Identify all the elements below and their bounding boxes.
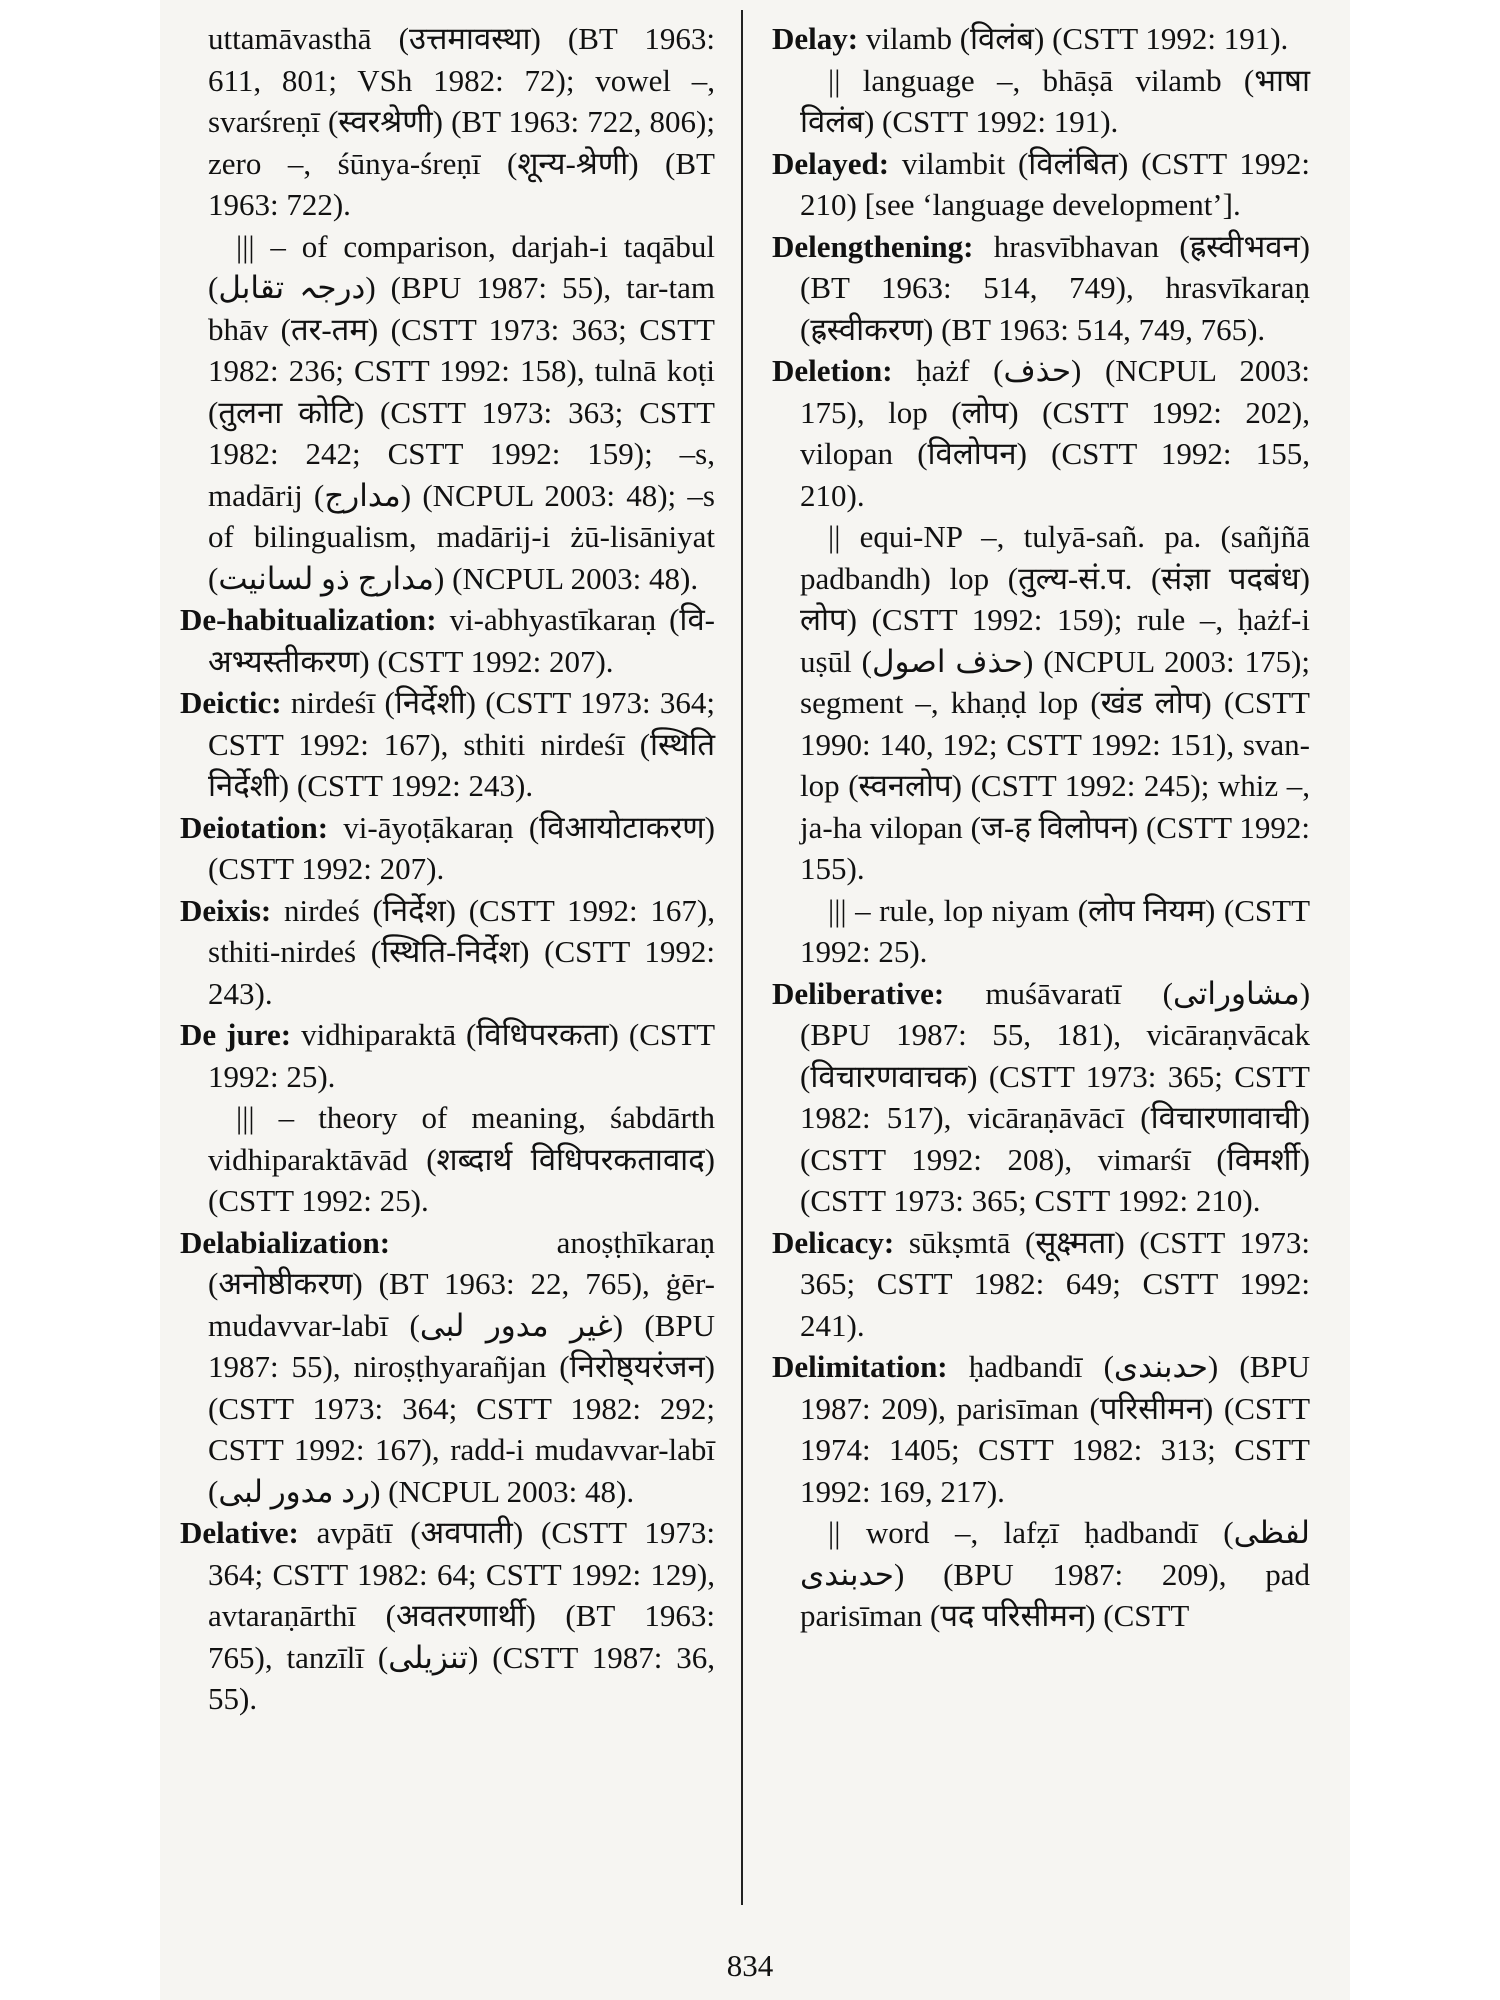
- right-column: [772, 18, 1310, 1637]
- entry-body: || word –, lafẓī ḥadbandī (لفظی حدبندی) (BPU 1987: 209), pad parisīman (पद परिसीमन) (CSTT: [800, 1515, 1310, 1633]
- dictionary-entry: [180, 1512, 715, 1720]
- entry-body: hrasvībhavan (ह्रस्वीभवन) (BT 1963: 514, 749), hrasvīkaraṇ (ह्रस्वीकरण) (BT 1963: 514, 749, 765).: [800, 228, 1310, 347]
- dictionary-entry: [772, 1346, 1310, 1512]
- entry-body: uttamāvasthā (उत्तमावस्था) (BT 1963: 611, 801; VSh 1982: 72); vowel –, svarśreṇī (स्वरश्रेणी) (BT 1963: 722, 806); zero –, śūnya-śreṇī (शून्य-श्रेणी) (BT 1963: 722).: [208, 21, 715, 222]
- entry-headword: Deliberative:: [772, 975, 945, 1011]
- entry-body: || equi-NP –, tulyā-sañ. pa. (sañjñā padbandh) lop (तुल्य-सं.प. (संज्ञा पदबंध) लोप) (CSTT 1992: 159); rule –, ḥażf-i uṣūl (حذف اصول) (NCPUL 2003: 175); segment –, khaṇḍ lop (खंड लोप) (CSTT 1990: 140, 192; CSTT 1992: 151), svan-lop (स्वनलोप) (CSTT 1992: 245); whiz –, ja-ha vilopan (ज-ह विलोपन) (CSTT 1992: 155).: [800, 519, 1310, 886]
- dictionary-entry: [772, 18, 1310, 60]
- entry-body: sūkṣmtā (सूक्ष्मता) (CSTT 1973: 365; CSTT 1982: 649; CSTT 1992: 241).: [800, 1224, 1310, 1343]
- entry-body: avpātī (अवपाती) (CSTT 1973: 364; CSTT 1982: 64; CSTT 1992: 129), avtaraṇārthī (अवतरणार्थी) (BT 1963: 765), tanzīlī (تنزیلی) (CSTT 1987: 36, 55).: [208, 1515, 716, 1716]
- entry-headword: Delay:: [772, 21, 859, 56]
- entry-body: vi-abhyastīkaraṇ (वि-अभ्यस्तीकरण) (CSTT 1992: 207).: [208, 602, 715, 679]
- dictionary-entry: [180, 807, 715, 890]
- column-divider: [741, 10, 743, 1905]
- entry-headword: Delimitation:: [772, 1349, 948, 1384]
- entry-body: vi-āyoṭākaraṇ (विआयोटाकरण) (CSTT 1992: 207).: [208, 809, 715, 886]
- dictionary-entry: [772, 226, 1310, 351]
- entry-text: [772, 890, 1310, 973]
- dictionary-entry: [772, 350, 1310, 516]
- entry-body: || language –, bhāṣā vilamb (भाषा विलंब) (CSTT 1992: 191).: [800, 62, 1310, 139]
- entry-text: [772, 60, 1310, 143]
- dictionary-entry: [180, 1222, 715, 1513]
- entry-headword: Deletion:: [772, 353, 893, 388]
- entry-body: ||| – theory of meaning, śabdārth vidhiparaktāvād (शब्दार्थ विधिपरकतावाद) (CSTT 1992: 25).: [208, 1100, 715, 1218]
- entry-headword: De-habitualization:: [180, 602, 437, 637]
- dictionary-entry: [772, 973, 1310, 1222]
- entry-text: [180, 226, 715, 600]
- entry-headword: Delabialization:: [180, 1224, 391, 1260]
- entry-headword: Delative:: [180, 1515, 299, 1550]
- entry-body: vilamb (विलंब) (CSTT 1992: 191).: [865, 21, 1289, 56]
- entry-headword: Delengthening:: [772, 228, 974, 264]
- entry-headword: Deictic:: [180, 685, 282, 720]
- entry-headword: De jure:: [180, 1017, 292, 1052]
- dictionary-entry: [180, 1014, 715, 1097]
- entry-body: muśāvaratī (مشاوراتی) (BPU 1987: 55, 181), vicāraṇvācak (विचारणवाचक) (CSTT 1973: 365; CSTT 1982: 517), vicāraṇāvācī (विचारणावाची) (CSTT 1992: 208), vimarśī (विमर्शी) (CSTT 1973: 365; CSTT 1992: 210).: [800, 975, 1311, 1218]
- entry-body: nirdeś (निर्देश) (CSTT 1992: 167), sthiti-nirdeś (स्थिति-निर्देश) (CSTT 1992: 243).: [208, 892, 716, 1011]
- entry-body: vidhiparaktā (विधिपरकता) (CSTT 1992: 25).: [208, 1017, 715, 1094]
- entry-text: [180, 1097, 715, 1222]
- entry-headword: Delayed:: [772, 145, 890, 181]
- entry-body: ||| – rule, lop niyam (लोप नियम) (CSTT 1992: 25).: [800, 892, 1310, 969]
- entry-text: [772, 1512, 1310, 1637]
- entry-headword: Deiotation:: [180, 809, 329, 845]
- entry-text: [180, 18, 715, 226]
- entry-body: ḥażf (حذف) (NCPUL 2003: 175), lop (लोप) (CSTT 1992: 202), vilopan (विलोपन) (CSTT 1992: 155, 210).: [800, 353, 1311, 513]
- dictionary-entry: [772, 1222, 1310, 1347]
- entry-body: nirdeśī (निर्देशी) (CSTT 1973: 364; CSTT 1992: 167), sthiti nirdeśī (स्थिति निर्देशी) (CSTT 1992: 243).: [208, 685, 716, 803]
- dictionary-entry: [180, 890, 715, 1015]
- dictionary-entry: [772, 143, 1310, 226]
- page-number: 834: [726, 1948, 774, 1983]
- entry-body: ḥadbandī (حدبندی) (BPU 1987: 209), parisīman (परिसीमन) (CSTT 1974: 1405; CSTT 1982: 313; CSTT 1992: 169, 217).: [800, 1349, 1310, 1509]
- entry-body: ||| – of comparison, darjah-i taqābul (درجہ تقابل) (BPU 1987: 55), tar-tam bhāv (तर-तम) (CSTT 1973: 363; CSTT 1982: 236; CSTT 1992: 158), tulnā koṭi (तुलना कोटि) (CSTT 1973: 363; CSTT 1982: 242; CSTT 1992: 159); –s, madārij (مدارج) (NCPUL 2003: 48); –s of bilingualism, madārij-i żū-lisāniyat (مدارج ذو لسانیت) (NCPUL 2003: 48).: [208, 228, 715, 596]
- entry-body: anoṣṭhīkaraṇ (अनोष्ठीकरण) (BT 1963: 22, 765), ġēr-mudavvar-labī (غیر مدور لبی) (BPU 1987: 55), niroṣṭhyarañjan (निरोष्ठ्यरंजन) (CSTT 1973: 364; CSTT 1982: 292; CSTT 1992: 167), radd-i mudavvar-labī (رد مدور لبی) (NCPUL 2003: 48).: [208, 1224, 715, 1509]
- entry-headword: Delicacy:: [772, 1224, 895, 1260]
- entry-body: vilambit (विलंबित) (CSTT 1992: 210) [see ‘language development’].: [800, 145, 1311, 222]
- left-column: [180, 18, 715, 1720]
- entry-text: [772, 516, 1310, 890]
- dictionary-entry: [180, 682, 715, 807]
- dictionary-entry: [180, 599, 715, 682]
- entry-headword: Deixis:: [180, 892, 272, 928]
